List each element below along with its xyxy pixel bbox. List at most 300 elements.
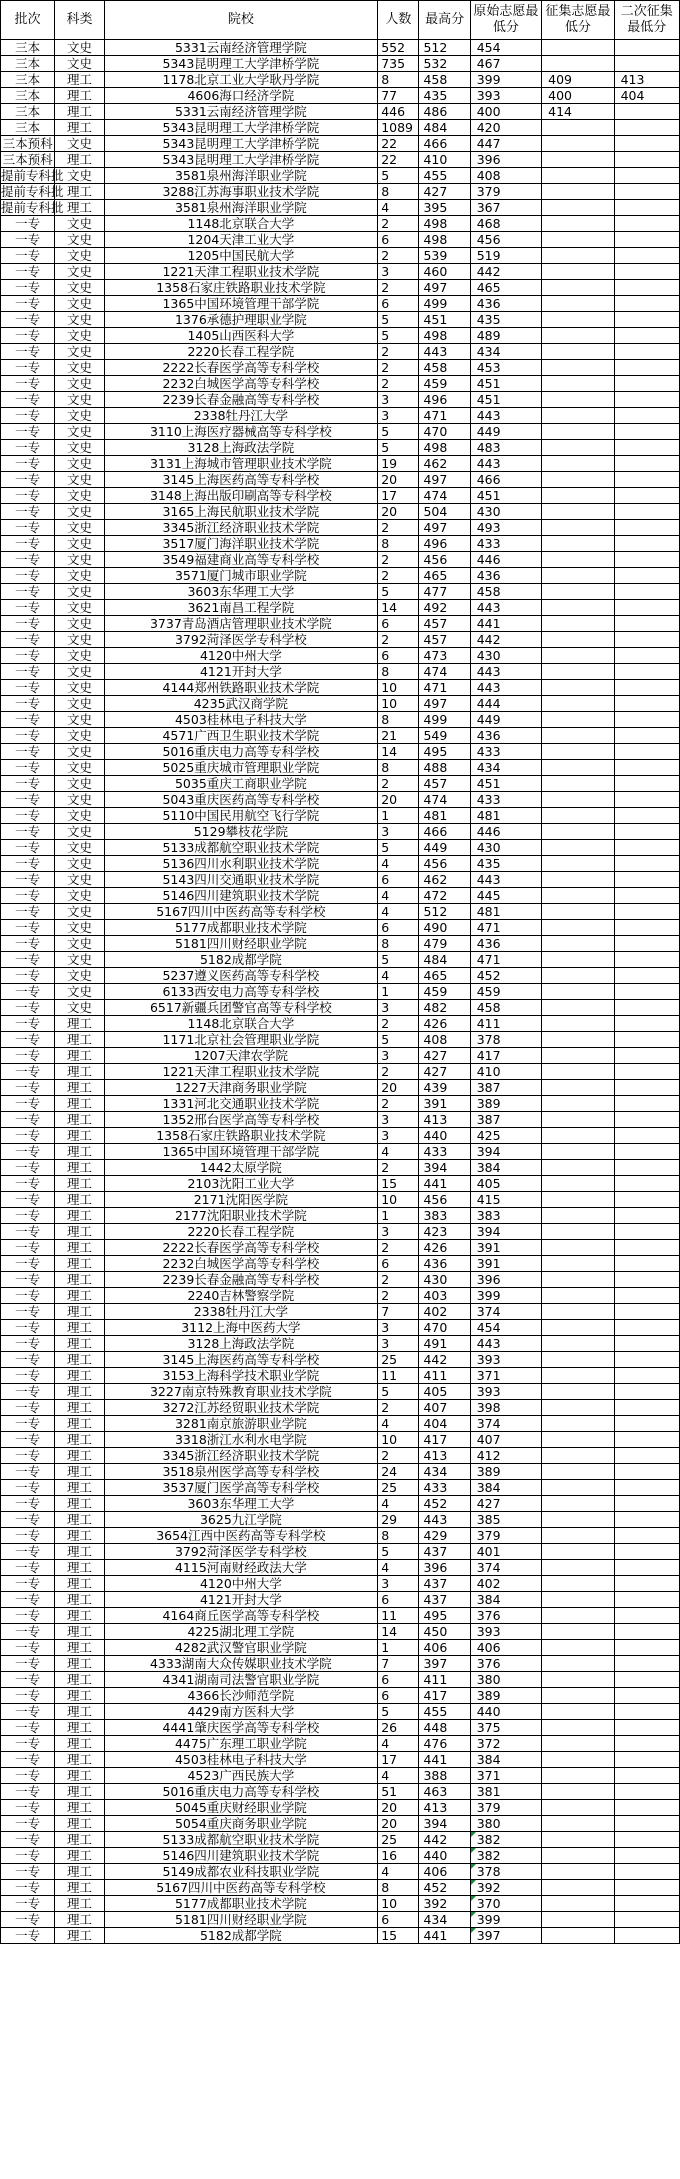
cell-subject: 理工 bbox=[55, 1544, 104, 1560]
cell-original-min: 411 bbox=[470, 1016, 541, 1032]
cell-original-min: 454 bbox=[470, 1320, 541, 1336]
cell-subject: 理工 bbox=[55, 1112, 104, 1128]
cell-school: 2338牡丹江大学 bbox=[104, 408, 378, 424]
cell-collect-min bbox=[542, 1592, 614, 1608]
cell-subject: 文史 bbox=[55, 904, 104, 920]
cell-original-min: 389 bbox=[470, 1096, 541, 1112]
cell-school: 4475广东理工职业学院 bbox=[104, 1736, 378, 1752]
cell-count: 2 bbox=[378, 280, 419, 296]
cell-school: 3792菏泽医学专科学校 bbox=[104, 632, 378, 648]
cell-subject: 理工 bbox=[55, 1864, 104, 1880]
cell-original-min: 483 bbox=[470, 440, 541, 456]
cell-max-score: 532 bbox=[419, 56, 470, 72]
table-row bbox=[1, 552, 680, 568]
cell-original-min: 391 bbox=[470, 1240, 541, 1256]
cell-original-min: 443 bbox=[470, 1336, 541, 1352]
cell-batch: 一专 bbox=[1, 1352, 55, 1368]
cell-collect-min bbox=[542, 328, 614, 344]
cell-school: 5167四川中医药高等专科学校 bbox=[104, 904, 378, 920]
header-batch: 批次 bbox=[1, 1, 55, 40]
cell-second-collect-min bbox=[614, 1832, 679, 1848]
cell-max-score: 498 bbox=[419, 328, 470, 344]
cell-collect-min bbox=[542, 1752, 614, 1768]
cell-batch: 一专 bbox=[1, 280, 55, 296]
cell-count: 29 bbox=[378, 1512, 419, 1528]
cell-batch: 一专 bbox=[1, 1000, 55, 1016]
cell-count: 3 bbox=[378, 1224, 419, 1240]
cell-max-score: 459 bbox=[419, 376, 470, 392]
cell-subject: 文史 bbox=[55, 520, 104, 536]
cell-school: 5129攀枝花学院 bbox=[104, 824, 378, 840]
cell-collect-min bbox=[542, 1304, 614, 1320]
cell-collect-min bbox=[542, 712, 614, 728]
cell-max-score: 474 bbox=[419, 664, 470, 680]
cell-school: 4366长沙师范学院 bbox=[104, 1688, 378, 1704]
cell-second-collect-min bbox=[614, 1880, 679, 1896]
cell-batch: 一专 bbox=[1, 1656, 55, 1672]
cell-original-min: 436 bbox=[470, 296, 541, 312]
cell-school: 2222长春医学高等专科学校 bbox=[104, 360, 378, 376]
table-row bbox=[1, 1720, 680, 1736]
cell-original-min: 405 bbox=[470, 1176, 541, 1192]
cell-second-collect-min bbox=[614, 1288, 679, 1304]
cell-subject: 文史 bbox=[55, 408, 104, 424]
cell-original-min: 442 bbox=[470, 264, 541, 280]
cell-count: 6 bbox=[378, 296, 419, 312]
cell-second-collect-min bbox=[614, 1272, 679, 1288]
cell-school: 1148北京联合大学 bbox=[104, 216, 378, 232]
table-row bbox=[1, 1704, 680, 1720]
table-row bbox=[1, 440, 680, 456]
cell-school: 3603东华理工大学 bbox=[104, 1496, 378, 1512]
cell-collect-min bbox=[542, 920, 614, 936]
cell-batch: 一专 bbox=[1, 1672, 55, 1688]
cell-second-collect-min bbox=[614, 1160, 679, 1176]
cell-batch: 一专 bbox=[1, 1848, 55, 1864]
cell-subject: 理工 bbox=[55, 1128, 104, 1144]
cell-subject: 文史 bbox=[55, 728, 104, 744]
cell-collect-min bbox=[542, 1736, 614, 1752]
cell-collect-min bbox=[542, 792, 614, 808]
cell-school: 3581泉州海洋职业学院 bbox=[104, 200, 378, 216]
cell-original-min: 392 bbox=[470, 1880, 541, 1896]
cell-count: 25 bbox=[378, 1480, 419, 1496]
cell-max-score: 433 bbox=[419, 1144, 470, 1160]
cell-batch: 一专 bbox=[1, 360, 55, 376]
cell-school: 1358石家庄铁路职业技术学院 bbox=[104, 280, 378, 296]
cell-subject: 理工 bbox=[55, 1368, 104, 1384]
cell-max-score: 436 bbox=[419, 1256, 470, 1272]
cell-collect-min bbox=[542, 1784, 614, 1800]
cell-subject: 理工 bbox=[55, 1224, 104, 1240]
table-row bbox=[1, 1064, 680, 1080]
cell-max-score: 476 bbox=[419, 1736, 470, 1752]
cell-batch: 一专 bbox=[1, 1432, 55, 1448]
cell-collect-min bbox=[542, 1464, 614, 1480]
cell-batch: 一专 bbox=[1, 1928, 55, 1944]
cell-count: 8 bbox=[378, 1528, 419, 1544]
cell-collect-min bbox=[542, 1832, 614, 1848]
cell-school: 4429南方医科大学 bbox=[104, 1704, 378, 1720]
table-row bbox=[1, 504, 680, 520]
cell-collect-min: 409 bbox=[542, 72, 614, 88]
cell-collect-min bbox=[542, 536, 614, 552]
cell-second-collect-min bbox=[614, 1144, 679, 1160]
cell-original-min: 379 bbox=[470, 1528, 541, 1544]
table-row bbox=[1, 1640, 680, 1656]
cell-max-score: 404 bbox=[419, 1416, 470, 1432]
cell-original-min: 443 bbox=[470, 600, 541, 616]
cell-original-min: 481 bbox=[470, 808, 541, 824]
cell-school: 1442太原学院 bbox=[104, 1160, 378, 1176]
table-row bbox=[1, 1432, 680, 1448]
cell-second-collect-min bbox=[614, 1048, 679, 1064]
cell-max-score: 410 bbox=[419, 152, 470, 168]
cell-second-collect-min bbox=[614, 1800, 679, 1816]
cell-max-score: 492 bbox=[419, 600, 470, 616]
cell-batch: 一专 bbox=[1, 1784, 55, 1800]
table-row bbox=[1, 1368, 680, 1384]
cell-original-min: 381 bbox=[470, 1784, 541, 1800]
cell-original-min: 456 bbox=[470, 232, 541, 248]
table-row bbox=[1, 1112, 680, 1128]
cell-school: 1171北京社会管理职业学院 bbox=[104, 1032, 378, 1048]
table-row bbox=[1, 1672, 680, 1688]
cell-subject: 文史 bbox=[55, 264, 104, 280]
cell-max-score: 413 bbox=[419, 1448, 470, 1464]
cell-original-min: 374 bbox=[470, 1560, 541, 1576]
cell-second-collect-min bbox=[614, 344, 679, 360]
cell-second-collect-min bbox=[614, 1320, 679, 1336]
cell-max-score: 408 bbox=[419, 1032, 470, 1048]
cell-count: 6 bbox=[378, 920, 419, 936]
cell-batch: 一专 bbox=[1, 648, 55, 664]
cell-school: 2171沈阳医学院 bbox=[104, 1192, 378, 1208]
cell-count: 11 bbox=[378, 1608, 419, 1624]
cell-collect-min bbox=[542, 1208, 614, 1224]
cell-batch: 一专 bbox=[1, 856, 55, 872]
cell-subject: 理工 bbox=[55, 1384, 104, 1400]
cell-original-min: 393 bbox=[470, 1384, 541, 1400]
cell-subject: 文史 bbox=[55, 664, 104, 680]
cell-original-min: 371 bbox=[470, 1368, 541, 1384]
cell-second-collect-min bbox=[614, 744, 679, 760]
cell-count: 20 bbox=[378, 504, 419, 520]
cell-max-score: 477 bbox=[419, 584, 470, 600]
cell-second-collect-min bbox=[614, 296, 679, 312]
cell-count: 5 bbox=[378, 440, 419, 456]
cell-max-score: 539 bbox=[419, 248, 470, 264]
cell-subject: 理工 bbox=[55, 1656, 104, 1672]
cell-second-collect-min bbox=[614, 632, 679, 648]
cell-batch: 一专 bbox=[1, 1288, 55, 1304]
cell-second-collect-min bbox=[614, 760, 679, 776]
cell-second-collect-min bbox=[614, 1928, 679, 1944]
cell-max-score: 460 bbox=[419, 264, 470, 280]
table-row bbox=[1, 1192, 680, 1208]
cell-subject: 理工 bbox=[55, 1496, 104, 1512]
cell-count: 2 bbox=[378, 1064, 419, 1080]
cell-batch: 一专 bbox=[1, 1880, 55, 1896]
cell-second-collect-min bbox=[614, 1384, 679, 1400]
header-count: 人数 bbox=[378, 1, 419, 40]
cell-max-score: 417 bbox=[419, 1688, 470, 1704]
cell-school: 4225湖北理工学院 bbox=[104, 1624, 378, 1640]
cell-school: 4523广西民族大学 bbox=[104, 1768, 378, 1784]
cell-count: 4 bbox=[378, 1864, 419, 1880]
cell-max-score: 474 bbox=[419, 488, 470, 504]
cell-school: 4120中州大学 bbox=[104, 1576, 378, 1592]
cell-school: 4282武汉警官职业学院 bbox=[104, 1640, 378, 1656]
cell-max-score: 474 bbox=[419, 792, 470, 808]
cell-count: 17 bbox=[378, 1752, 419, 1768]
cell-batch: 一专 bbox=[1, 456, 55, 472]
cell-school: 5025重庆城市管理职业学院 bbox=[104, 760, 378, 776]
cell-batch: 一专 bbox=[1, 936, 55, 952]
cell-max-score: 443 bbox=[419, 344, 470, 360]
cell-max-score: 465 bbox=[419, 568, 470, 584]
cell-second-collect-min bbox=[614, 1304, 679, 1320]
cell-collect-min bbox=[542, 1336, 614, 1352]
cell-count: 77 bbox=[378, 88, 419, 104]
cell-school: 5343昆明理工大学津桥学院 bbox=[104, 136, 378, 152]
cell-subject: 文史 bbox=[55, 808, 104, 824]
table-row bbox=[1, 1016, 680, 1032]
cell-count: 6 bbox=[378, 232, 419, 248]
cell-collect-min bbox=[542, 664, 614, 680]
cell-collect-min bbox=[542, 440, 614, 456]
cell-max-score: 452 bbox=[419, 1496, 470, 1512]
cell-school: 3537厦门医学高等专科学校 bbox=[104, 1480, 378, 1496]
cell-collect-min bbox=[542, 200, 614, 216]
cell-collect-min bbox=[542, 1272, 614, 1288]
table-row bbox=[1, 728, 680, 744]
cell-subject: 文史 bbox=[55, 648, 104, 664]
cell-second-collect-min bbox=[614, 40, 679, 56]
cell-max-score: 504 bbox=[419, 504, 470, 520]
table-row bbox=[1, 824, 680, 840]
cell-max-score: 413 bbox=[419, 1800, 470, 1816]
cell-original-min: 434 bbox=[470, 760, 541, 776]
table-row bbox=[1, 1480, 680, 1496]
cell-subject: 理工 bbox=[55, 120, 104, 136]
table-body bbox=[1, 40, 680, 1944]
cell-batch: 一专 bbox=[1, 1512, 55, 1528]
cell-second-collect-min bbox=[614, 1512, 679, 1528]
cell-count: 5 bbox=[378, 840, 419, 856]
cell-batch: 一专 bbox=[1, 1320, 55, 1336]
cell-max-score: 495 bbox=[419, 1608, 470, 1624]
cell-school: 4606海口经济学院 bbox=[104, 88, 378, 104]
table-row bbox=[1, 600, 680, 616]
table-row bbox=[1, 1400, 680, 1416]
cell-school: 4571广西卫生职业技术学院 bbox=[104, 728, 378, 744]
cell-batch: 一专 bbox=[1, 680, 55, 696]
cell-count: 6 bbox=[378, 616, 419, 632]
cell-batch: 一专 bbox=[1, 808, 55, 824]
cell-count: 20 bbox=[378, 1800, 419, 1816]
cell-subject: 文史 bbox=[55, 712, 104, 728]
cell-max-score: 442 bbox=[419, 1832, 470, 1848]
cell-school: 1221天津工程职业技术学院 bbox=[104, 1064, 378, 1080]
table-row bbox=[1, 200, 680, 216]
cell-second-collect-min bbox=[614, 1736, 679, 1752]
table-row bbox=[1, 840, 680, 856]
cell-original-min: 459 bbox=[470, 984, 541, 1000]
cell-second-collect-min: 413 bbox=[614, 72, 679, 88]
cell-subject: 文史 bbox=[55, 216, 104, 232]
cell-max-score: 440 bbox=[419, 1128, 470, 1144]
cell-count: 4 bbox=[378, 1736, 419, 1752]
cell-count: 3 bbox=[378, 1000, 419, 1016]
cell-second-collect-min bbox=[614, 904, 679, 920]
cell-school: 5016重庆电力高等专科学校 bbox=[104, 1784, 378, 1800]
table-row bbox=[1, 232, 680, 248]
cell-subject: 文史 bbox=[55, 600, 104, 616]
cell-second-collect-min bbox=[614, 216, 679, 232]
cell-subject: 理工 bbox=[55, 88, 104, 104]
table-row bbox=[1, 1464, 680, 1480]
cell-second-collect-min bbox=[614, 664, 679, 680]
cell-school: 3517厦门海洋职业技术学院 bbox=[104, 536, 378, 552]
cell-second-collect-min bbox=[614, 1640, 679, 1656]
cell-batch: 一专 bbox=[1, 1752, 55, 1768]
cell-count: 5 bbox=[378, 312, 419, 328]
cell-collect-min bbox=[542, 1288, 614, 1304]
cell-original-min: 451 bbox=[470, 488, 541, 504]
cell-max-score: 391 bbox=[419, 1096, 470, 1112]
cell-original-min: 445 bbox=[470, 888, 541, 904]
cell-second-collect-min bbox=[614, 1192, 679, 1208]
cell-collect-min bbox=[542, 1720, 614, 1736]
table-row bbox=[1, 312, 680, 328]
cell-max-score: 394 bbox=[419, 1816, 470, 1832]
cell-subject: 文史 bbox=[55, 136, 104, 152]
cell-second-collect-min bbox=[614, 1896, 679, 1912]
cell-count: 2 bbox=[378, 344, 419, 360]
table-row bbox=[1, 1048, 680, 1064]
cell-count: 20 bbox=[378, 1816, 419, 1832]
cell-max-score: 449 bbox=[419, 840, 470, 856]
table-row bbox=[1, 1384, 680, 1400]
cell-count: 5 bbox=[378, 1032, 419, 1048]
cell-max-score: 457 bbox=[419, 632, 470, 648]
cell-collect-min bbox=[542, 168, 614, 184]
cell-batch: 三本 bbox=[1, 120, 55, 136]
cell-subject: 文史 bbox=[55, 360, 104, 376]
header-row bbox=[1, 1, 680, 40]
cell-second-collect-min bbox=[614, 584, 679, 600]
cell-collect-min bbox=[542, 1384, 614, 1400]
table-row bbox=[1, 680, 680, 696]
cell-batch: 三本预科 bbox=[1, 152, 55, 168]
cell-subject: 理工 bbox=[55, 1576, 104, 1592]
cell-batch: 一专 bbox=[1, 1192, 55, 1208]
cell-collect-min bbox=[542, 728, 614, 744]
cell-school: 3272江苏经贸职业技术学院 bbox=[104, 1400, 378, 1416]
table-row bbox=[1, 168, 680, 184]
cell-original-min: 383 bbox=[470, 1208, 541, 1224]
cell-subject: 理工 bbox=[55, 1640, 104, 1656]
table-row bbox=[1, 904, 680, 920]
table-row bbox=[1, 1352, 680, 1368]
cell-collect-min bbox=[542, 1192, 614, 1208]
table-row bbox=[1, 1000, 680, 1016]
cell-count: 2 bbox=[378, 1096, 419, 1112]
cell-count: 25 bbox=[378, 1352, 419, 1368]
cell-original-min: 519 bbox=[470, 248, 541, 264]
cell-batch: 一专 bbox=[1, 392, 55, 408]
cell-original-min: 443 bbox=[470, 872, 541, 888]
cell-max-score: 406 bbox=[419, 1864, 470, 1880]
cell-max-score: 437 bbox=[419, 1544, 470, 1560]
cell-batch: 一专 bbox=[1, 1736, 55, 1752]
cell-subject: 理工 bbox=[55, 1080, 104, 1096]
table-row bbox=[1, 1752, 680, 1768]
cell-subject: 理工 bbox=[55, 1480, 104, 1496]
cell-second-collect-min bbox=[614, 568, 679, 584]
cell-collect-min bbox=[542, 936, 614, 952]
cell-subject: 理工 bbox=[55, 1704, 104, 1720]
cell-collect-min bbox=[542, 1320, 614, 1336]
cell-batch: 一专 bbox=[1, 1272, 55, 1288]
cell-second-collect-min bbox=[614, 1768, 679, 1784]
cell-count: 8 bbox=[378, 536, 419, 552]
cell-original-min: 399 bbox=[470, 1912, 541, 1928]
cell-count: 26 bbox=[378, 1720, 419, 1736]
cell-subject: 文史 bbox=[55, 984, 104, 1000]
cell-count: 6 bbox=[378, 648, 419, 664]
cell-max-score: 452 bbox=[419, 1880, 470, 1896]
cell-subject: 文史 bbox=[55, 328, 104, 344]
table-row bbox=[1, 952, 680, 968]
cell-subject: 文史 bbox=[55, 968, 104, 984]
cell-school: 5133成都航空职业技术学院 bbox=[104, 1832, 378, 1848]
table-row bbox=[1, 1032, 680, 1048]
cell-school: 1207天津农学院 bbox=[104, 1048, 378, 1064]
table-row bbox=[1, 1544, 680, 1560]
cell-original-min: 378 bbox=[470, 1864, 541, 1880]
cell-collect-min bbox=[542, 680, 614, 696]
cell-second-collect-min bbox=[614, 648, 679, 664]
cell-school: 5149成都农业科技职业学院 bbox=[104, 1864, 378, 1880]
cell-collect-min bbox=[542, 1032, 614, 1048]
cell-original-min: 454 bbox=[470, 40, 541, 56]
cell-max-score: 433 bbox=[419, 1480, 470, 1496]
cell-batch: 一专 bbox=[1, 520, 55, 536]
cell-subject: 理工 bbox=[55, 1432, 104, 1448]
cell-max-score: 473 bbox=[419, 648, 470, 664]
header-max-score: 最高分 bbox=[419, 1, 470, 40]
cell-second-collect-min bbox=[614, 840, 679, 856]
cell-school: 5136四川水利职业技术学院 bbox=[104, 856, 378, 872]
cell-subject: 文史 bbox=[55, 584, 104, 600]
table-row bbox=[1, 1240, 680, 1256]
cell-count: 1089 bbox=[378, 120, 419, 136]
cell-collect-min bbox=[542, 344, 614, 360]
cell-batch: 一专 bbox=[1, 1256, 55, 1272]
cell-subject: 文史 bbox=[55, 232, 104, 248]
cell-subject: 文史 bbox=[55, 552, 104, 568]
cell-school: 1352邢台医学高等专科学校 bbox=[104, 1112, 378, 1128]
cell-collect-min bbox=[542, 904, 614, 920]
cell-count: 3 bbox=[378, 392, 419, 408]
cell-batch: 一专 bbox=[1, 1688, 55, 1704]
cell-original-min: 387 bbox=[470, 1080, 541, 1096]
table-row bbox=[1, 1928, 680, 1944]
cell-original-min: 451 bbox=[470, 776, 541, 792]
cell-subject: 理工 bbox=[55, 1320, 104, 1336]
